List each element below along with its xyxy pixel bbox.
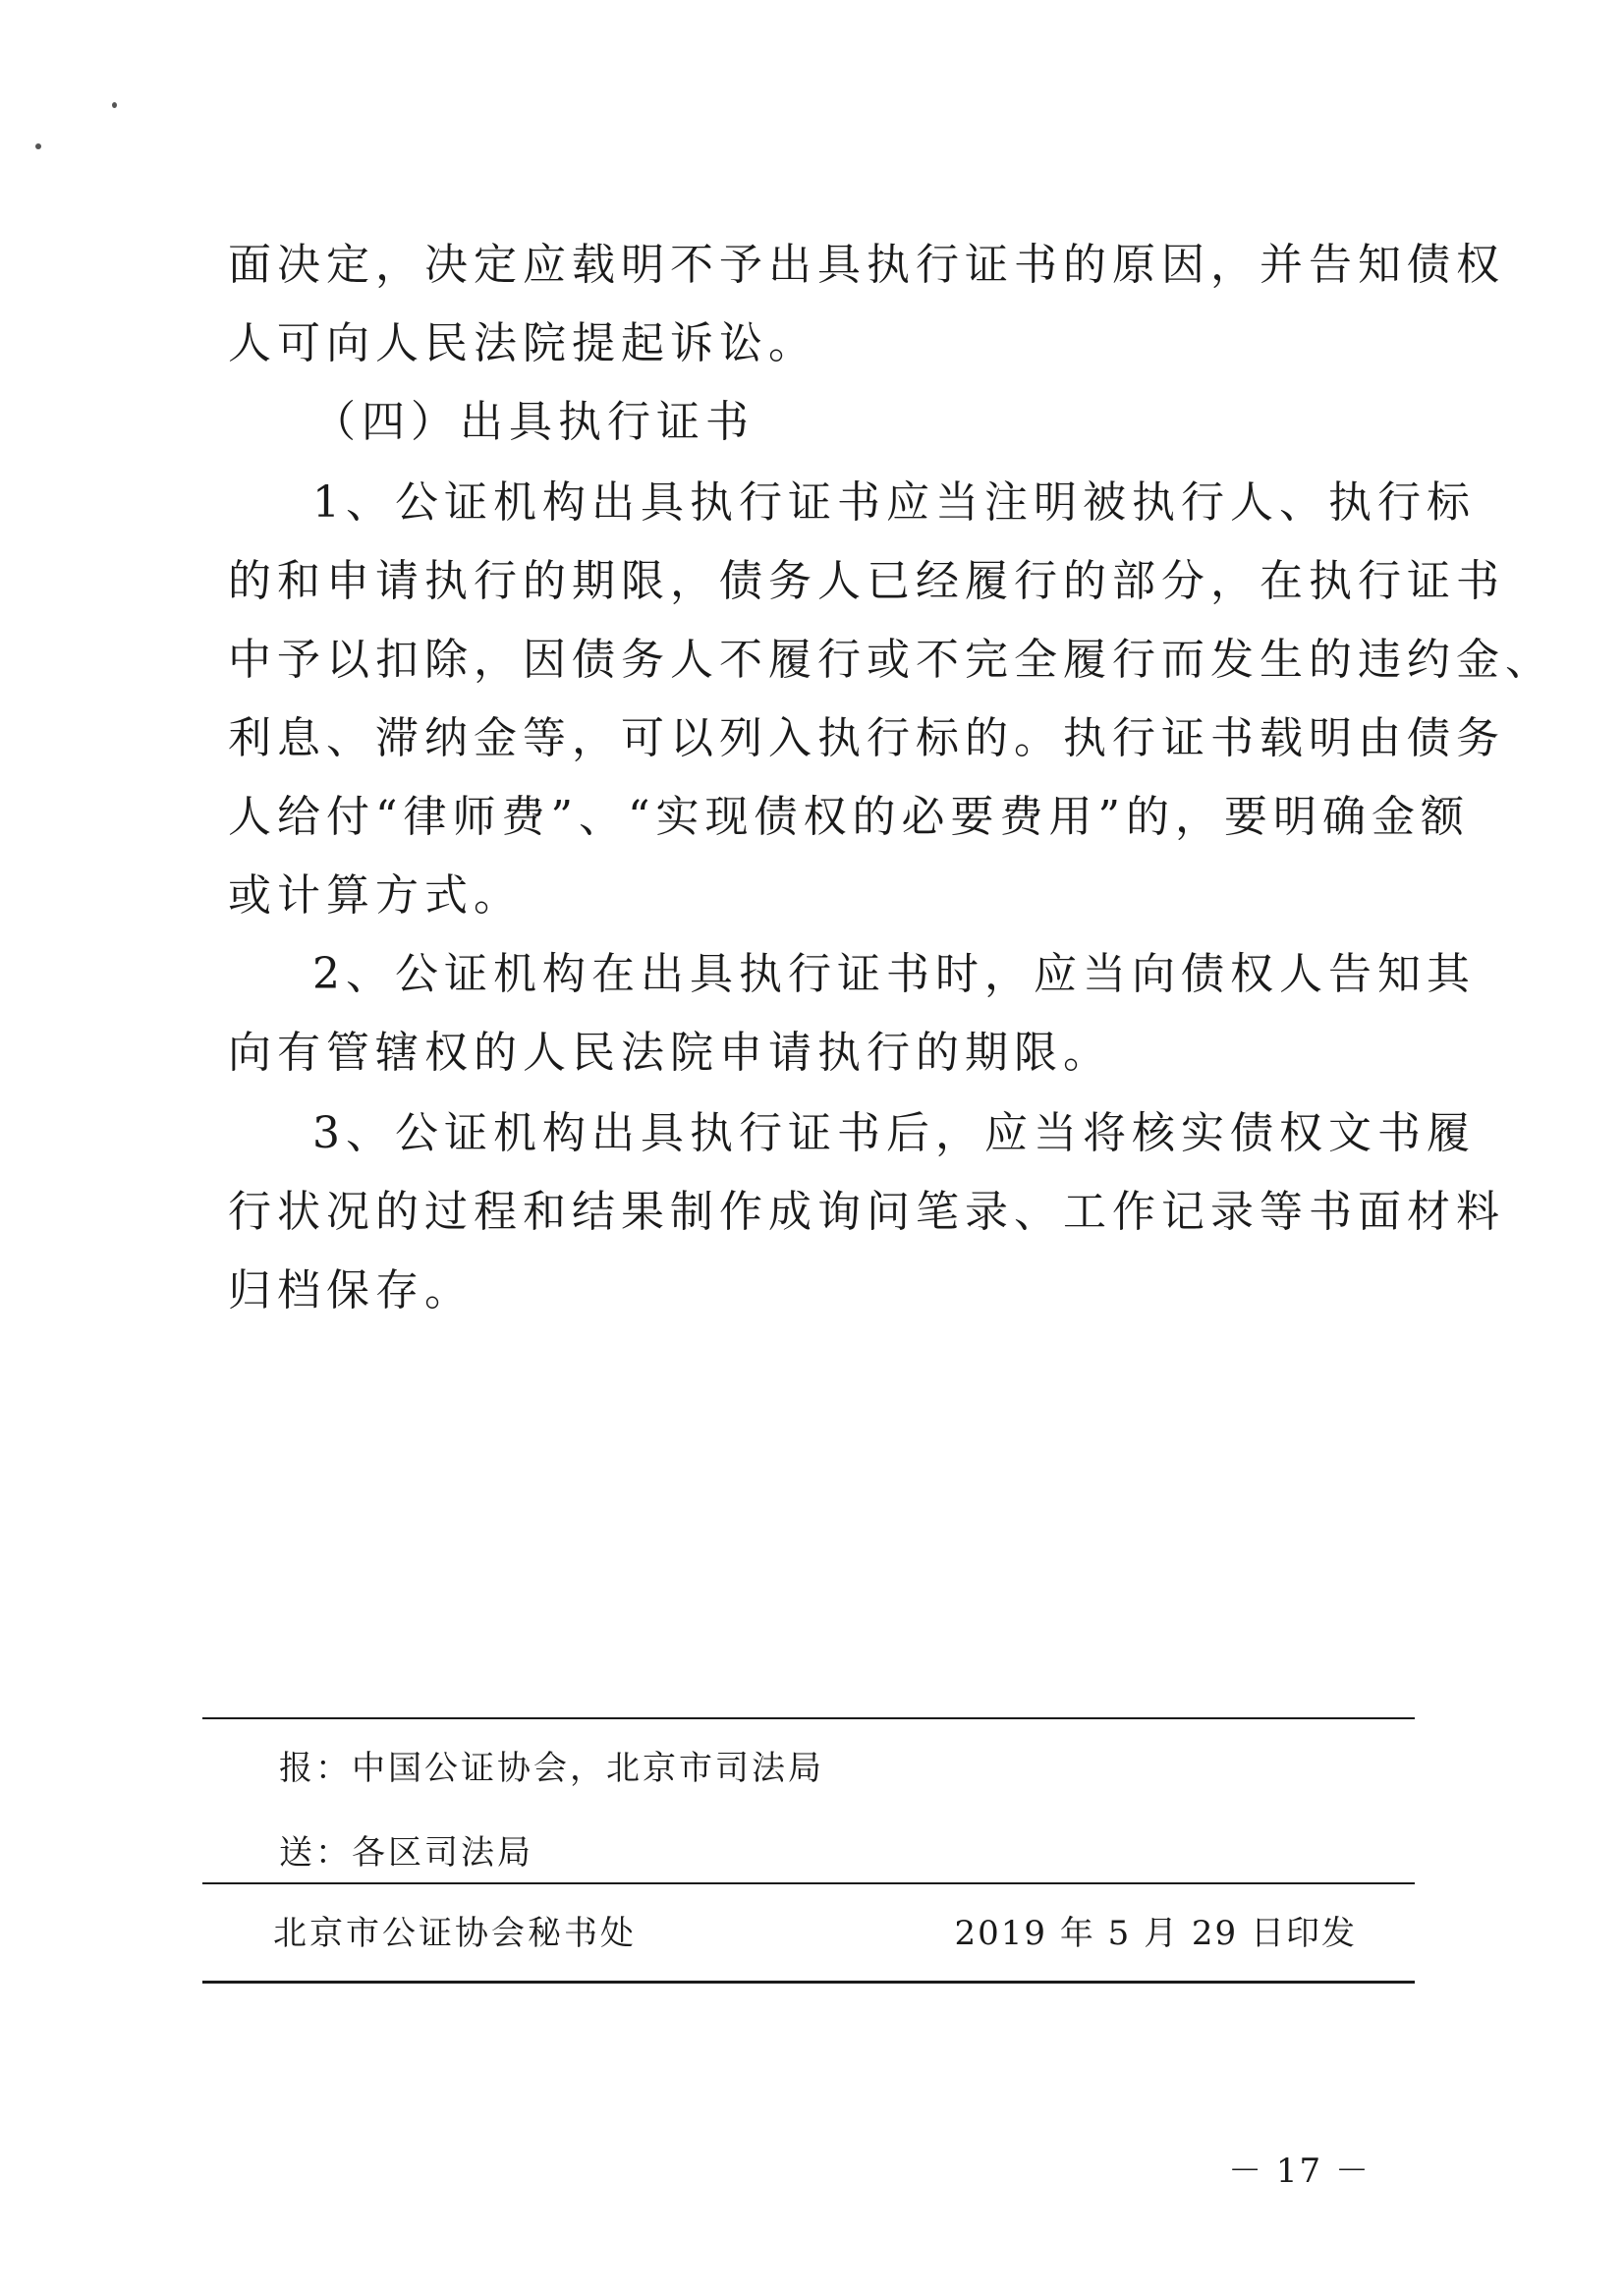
body-line: 归档保存。 xyxy=(228,1265,474,1315)
body-line: 人可向人民法院提起诉讼。 xyxy=(228,318,817,368)
issue-date: 2019 年 5 月 29 日印发 xyxy=(954,1914,1357,1953)
body-line: 或计算方式。 xyxy=(228,870,523,921)
body-line: 中予以扣除，因债务人不履行或不完全履行而发生的违约金、 xyxy=(228,635,1554,685)
scan-speck xyxy=(112,102,117,108)
footer-bottom-rule xyxy=(202,1981,1415,1984)
body-line: 向有管辖权的人民法院申请执行的期限。 xyxy=(228,1028,1112,1078)
report-to: 报：中国公证协会，北京市司法局 xyxy=(279,1749,824,1788)
footer-middle-rule xyxy=(202,1882,1415,1884)
body-line: 1、公证机构出具执行证书应当注明被执行人、执行标 xyxy=(312,477,1476,528)
body-line: 人给付“律师费”、“实现债权的必要费用”的，要明确金额 xyxy=(228,792,1470,842)
body-line: 面决定，决定应载明不予出具执行证书的原因，并告知债权 xyxy=(228,240,1505,290)
scan-speck xyxy=(35,143,41,149)
footer-top-rule xyxy=(202,1717,1415,1719)
body-line: 的和申请执行的期限，债务人已经履行的部分，在执行证书 xyxy=(228,556,1505,606)
page-number: － 17 － xyxy=(1228,2152,1371,2191)
body-line: 3、公证机构出具执行证书后，应当将核实债权文书履 xyxy=(312,1108,1476,1158)
body-line: 利息、滞纳金等，可以列入执行标的。执行证书载明由债务 xyxy=(228,713,1505,763)
section-heading: （四）出具执行证书 xyxy=(312,397,755,447)
body-line: 行状况的过程和结果制作成询问笔录、工作记录等书面材料 xyxy=(228,1187,1505,1237)
body-line: 2、公证机构在出具执行证书时，应当向债权人告知其 xyxy=(312,949,1476,999)
send-to: 送：各区司法局 xyxy=(279,1833,533,1873)
issuer: 北京市公证协会秘书处 xyxy=(273,1914,637,1953)
